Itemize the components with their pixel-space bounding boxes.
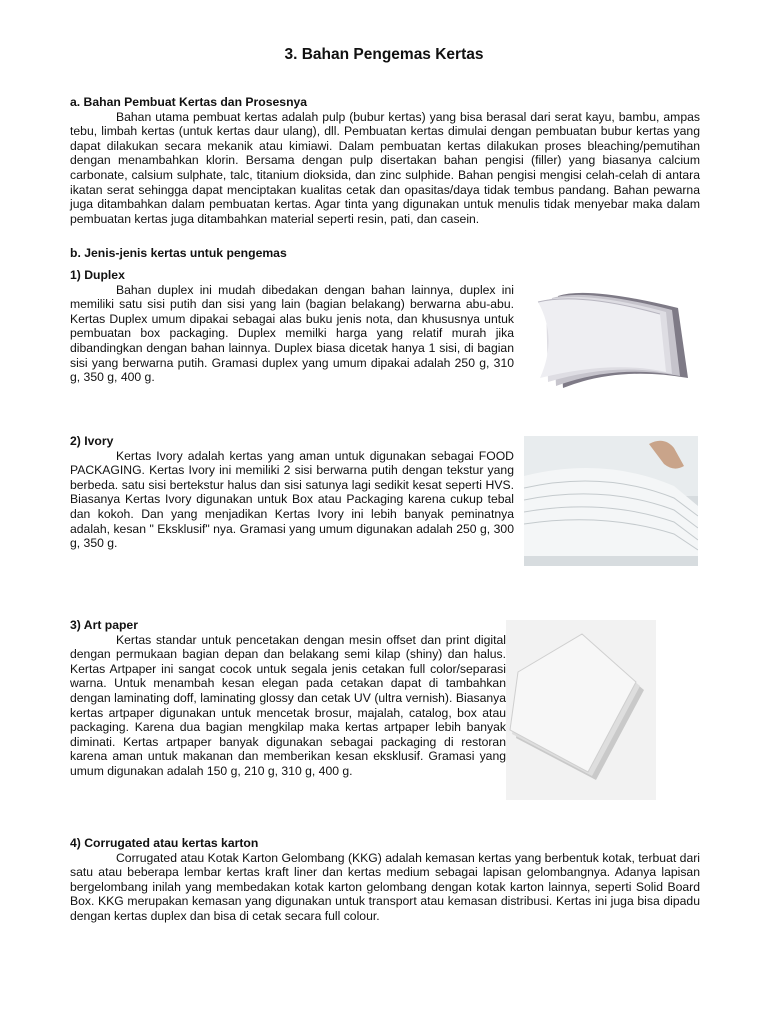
section-b [70,246,700,261]
section-b-heading: b. Jenis-jenis kertas untuk pengemas [70,246,287,260]
artpaper-heading: 3) Art paper [70,618,138,632]
ivory-paper-image [524,436,698,566]
corrugated-text: Corrugated atau Kotak Karton Gelombang (KKG) adalah kemasan kertas yang berbentuk kotak, terbuat dari satu atau beberapa lembar kertas kraft liner dan kertas medium sebagai lapisan gelombangnya. Adanya lapisan bergelombang inilah yang membedakan kotak karton gelombang dengan kotak karton lainnya, seperti Solid Board Box. KKG merupakan kemasan yang digunakan untuk transport atau kemasan distribusi. Kertas ini juga bisa dipadu dengan kertas duplex dan bisa di cetak secara full colour. [70,850,700,923]
artpaper-image [506,620,656,800]
artpaper-section [70,618,506,779]
duplex-paper-image [528,278,698,396]
duplex-section [70,268,514,385]
ivory-text: Kertas Ivory adalah kertas yang aman untuk digunakan sebagai FOOD PACKAGING. Kertas Ivory ini memiliki 2 sisi berwarna putih dengan tekstur yang berbeda. satu sisi bertekstur halus dan sisi satunya lagi sedikit kesat seperti HVS. Biasanya Kertas Ivory digunakan untuk Box atau Packaging karena cukup tebal dan kokoh. Dan yang menjadikan Kertas Ivory ini lebih banyak peminatnya adalah, kesan " Eksklusif" nya. Gramasi yang umum digunakan adalah 250 g, 300 g, 350 g. [70,448,514,551]
corrugated-section [70,836,700,924]
section-a-heading: a. Bahan Pembuat Kertas dan Prosesnya [70,95,308,109]
section-a [70,95,700,226]
ivory-heading: 2) Ivory [70,434,114,448]
section-a-text: Bahan utama pembuat kertas adalah pulp (bubur kertas) yang bisa berasal dari serat kayu, bambu, ampas tebu, limbah kertas (untuk kertas daur ulang), dll. Pembuatan kertas dimulai dengan pembuatan bubur kertas yang dapat dilakukan secara mekanik atau kimiawi. Dalam pembuatan kertas dilakukan proses bleaching/pemutihan dengan menambahkan klorin. Bersama dengan pulp disertakan bahan pengisi (filler) yang biasanya calcium carbonate, calsium sulphate, talc, titanium dioksida, dan zinc sulphide. Bahan pengisi mengisi celah-celah di antara ikatan serat sehingga dapat menciptakan kualitas cetak dan opasitas/daya tidak tembus pandang. Bahan pewarna juga ditambahkan dalam pembuatan kertas. Agar tinta yang digunakan untuk menulis tidak menyebar maka dalam pembuatan kertas juga ditambahkan material seperti resin, pati, dan casein. [70,109,700,226]
artpaper-text: Kertas standar untuk pencetakan dengan mesin offset dan print digital dengan permukaan bagian depan dan belakang semi kilap (shiny) dan halus. Kertas Artpaper ini sangat cocok untuk segala jenis cetakan full color/separasi warna. Untuk menambah kesan elegan pada cetakan dapat di tambahkan dengan laminating doff, laminating glossy dan cetak UV (ultra vernish). Biasanya kertas artpaper digunakan untuk mencetak brosur, majalah, catalog, box atau packaging. Karena dua bagian mengkilap maka kertas artpaper lebih banyak diminati. Kertas artpaper banyak digunakan sebagai packaging di restoran karena aman untuk makanan dan memberikan kesan eksklusif. Gramasi yang umum digunakan adalah 150 g, 210 g, 310 g, 400 g. [70,632,506,778]
duplex-text: Bahan duplex ini mudah dibedakan dengan bahan lainnya, duplex ini memiliki satu sisi putih dan sisi yang lain (bagian belakang) berwarna abu-abu. Kertas Duplex umum dipakai sebagai alas buku jenis nota, dan khususnya untuk pembuatan box packaging. Duplex memilki harga yang relatif murah jika dibandingkan dengan bahan lainnya. Duplex biasa dicetak hanya 1 sisi, di bagian sisi yang berwarna putih. Gramasi duplex yang umum dipakai adalah 250 g, 310 g, 350 g, 400 g. [70,282,514,385]
ivory-section [70,434,514,551]
duplex-heading: 1) Duplex [70,268,125,282]
corrugated-heading: 4) Corrugated atau kertas karton [70,836,259,850]
page-title: 3. Bahan Pengemas Kertas [284,46,484,63]
